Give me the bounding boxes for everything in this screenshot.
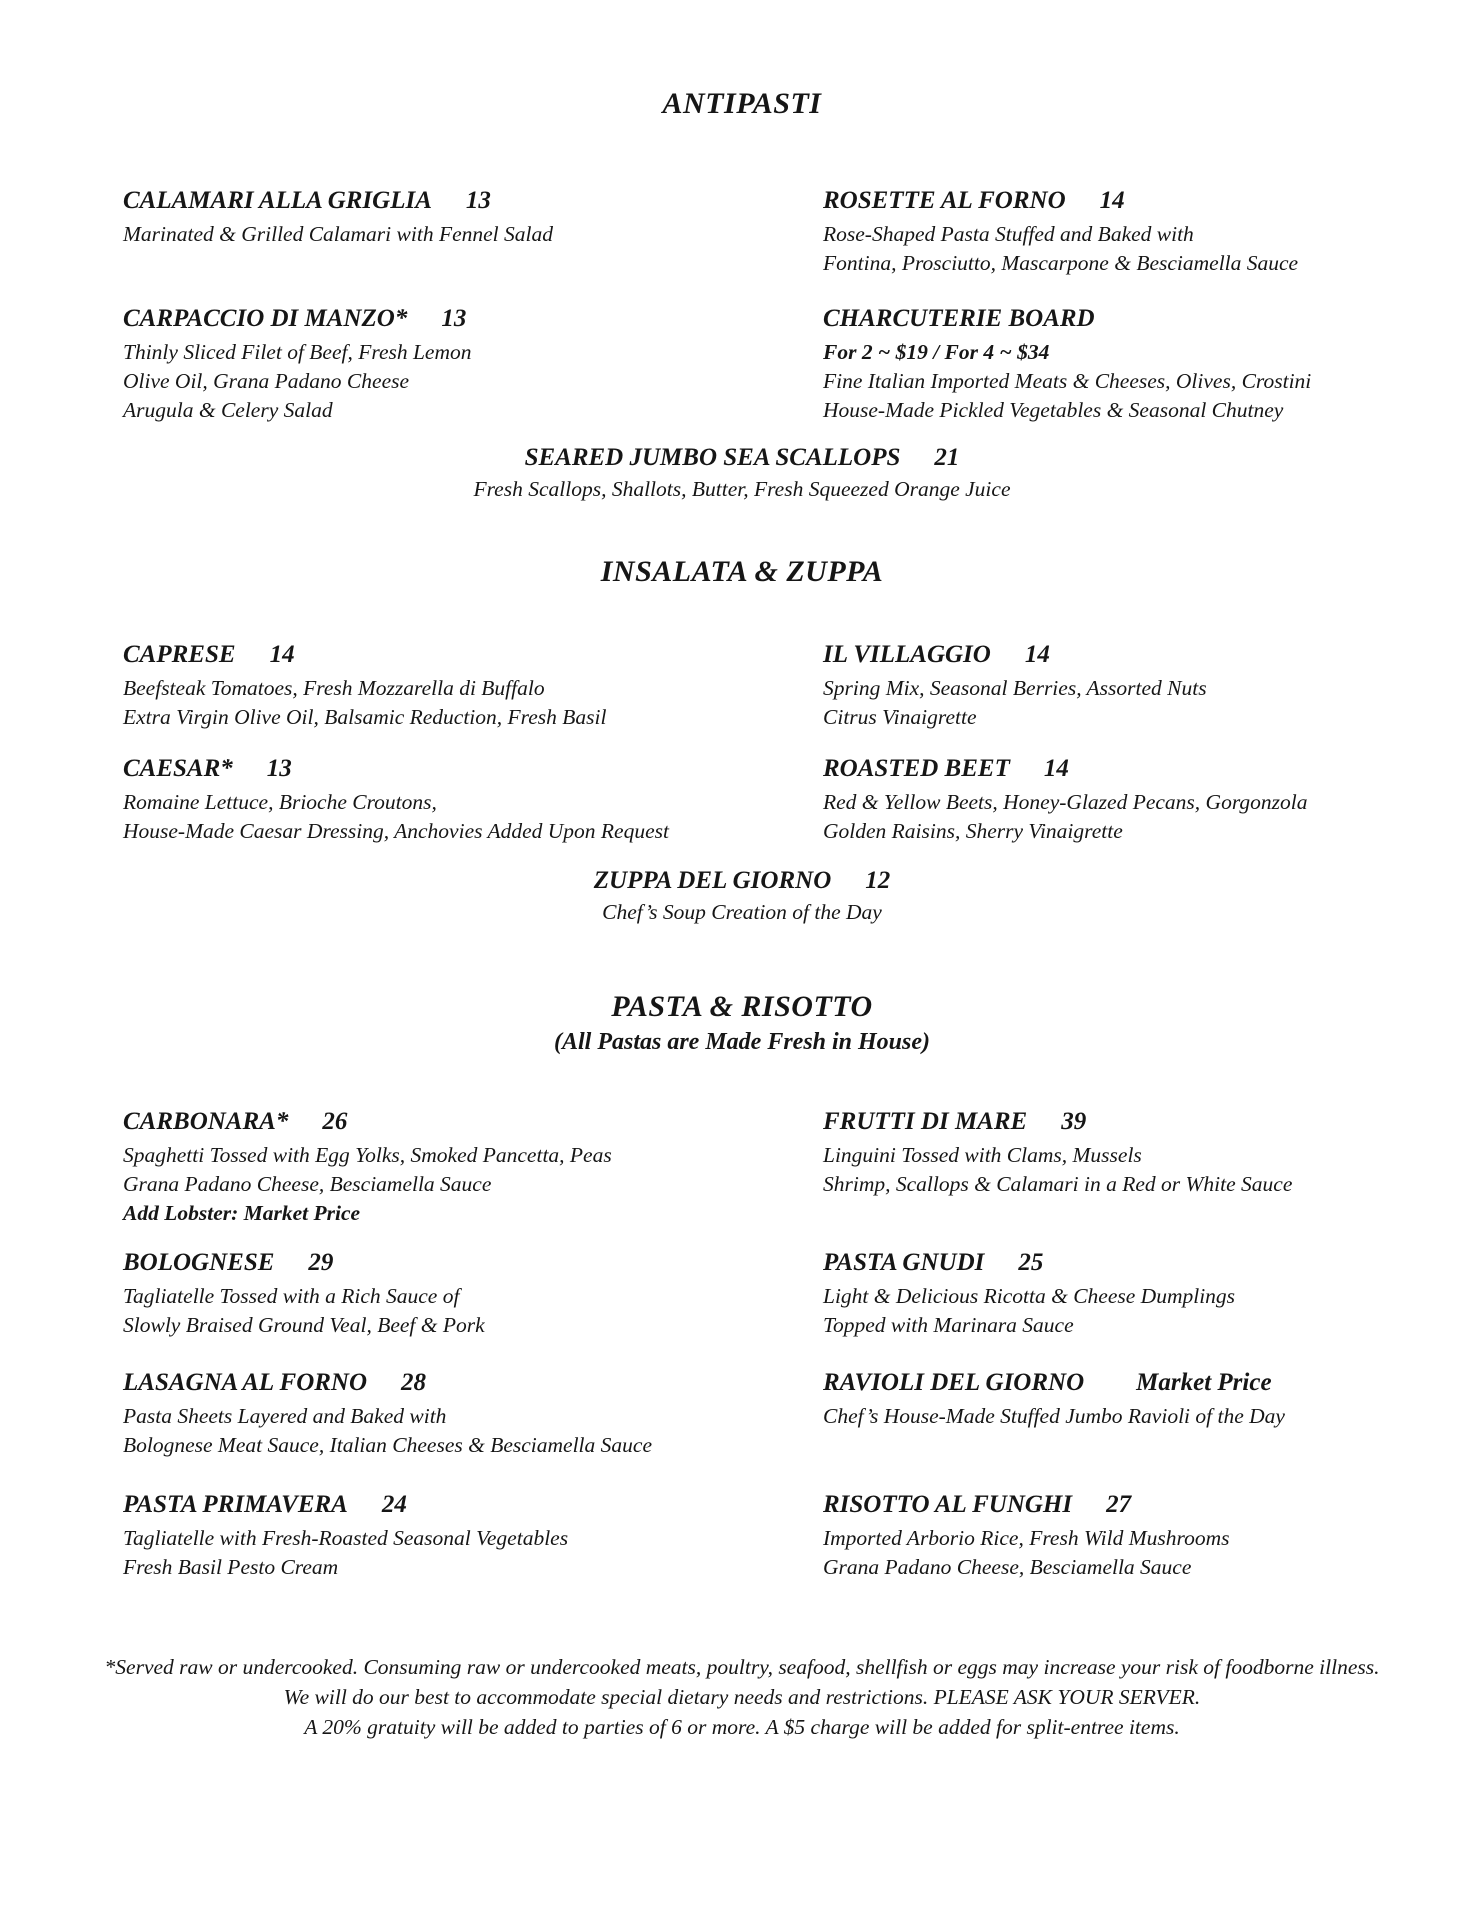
item-price: 24 <box>381 1491 407 1518</box>
item-name-line <box>823 186 1434 216</box>
item-name-line <box>123 304 823 334</box>
item-description: Shrimp, Scallops & Calamari in a Red or White Sauce <box>823 1172 1293 1196</box>
item-name: SEARED JUMBO SEA SCALLOPS <box>524 444 901 471</box>
menu-item-il-villaggio <box>823 640 1434 732</box>
menu-item-scallops <box>0 443 1484 504</box>
item-price: 39 <box>1061 1108 1087 1135</box>
disclaimer-line-gratuity: A 20% gratuity will be added to parties of 6 or more. A $5 charge will be added for split-entree items. <box>304 1715 1180 1739</box>
item-name: CHARCUTERIE BOARD <box>823 305 1095 332</box>
item-description: Fine Italian Imported Meats & Cheeses, Olives, Crostini <box>823 369 1312 393</box>
item-name-line <box>123 1368 823 1398</box>
item-description: Linguini Tossed with Clams, Mussels <box>823 1143 1142 1167</box>
item-description: Arugula & Celery Salad <box>123 398 333 422</box>
item-name: RAVIOLI DEL GIORNO <box>823 1369 1085 1396</box>
item-name-line <box>123 1490 823 1520</box>
item-name: CALAMARI ALLA GRIGLIA <box>123 187 432 214</box>
item-description: Fresh Scallops, Shallots, Butter, Fresh Squeezed Orange Juice <box>473 477 1011 501</box>
item-description: Extra Virgin Olive Oil, Balsamic Reduction, Fresh Basil <box>123 705 607 729</box>
item-name-line <box>823 640 1434 670</box>
item-price: 14 <box>1024 641 1050 668</box>
item-price: 26 <box>322 1108 348 1135</box>
insalata-row-2 <box>0 754 1484 846</box>
item-description: Golden Raisins, Sherry Vinaigrette <box>823 819 1123 843</box>
item-name-line <box>123 186 823 216</box>
item-name: CARPACCIO DI MANZO* <box>123 305 408 332</box>
item-description: Spring Mix, Seasonal Berries, Assorted Nuts <box>823 676 1207 700</box>
item-description: Beefsteak Tomatoes, Fresh Mozzarella di Buffalo <box>123 676 545 700</box>
item-price: 12 <box>865 867 891 894</box>
item-addon-note: Add Lobster: Market Price <box>123 1201 361 1225</box>
section-title-antipasti: ANTIPASTI <box>662 87 822 120</box>
section-title-pasta-risotto: PASTA & RISOTTO <box>611 990 873 1023</box>
item-name-line <box>823 1368 1434 1398</box>
disclaimer-line-raw-warning: *Served raw or undercooked. Consuming raw or undercooked meats, poultry, seafood, shellfish or eggs may increase your risk of foodborne illness. <box>104 1655 1380 1679</box>
item-price: 14 <box>1043 755 1069 782</box>
item-price: 14 <box>269 641 295 668</box>
item-description: Tagliatelle Tossed with a Rich Sauce of <box>123 1284 460 1308</box>
item-name-line <box>823 1107 1434 1137</box>
item-description: Marinated & Grilled Calamari with Fennel Salad <box>123 222 553 246</box>
item-price-options: For 2 ~ $19 / For 4 ~ $34 <box>823 340 1050 364</box>
item-name-line <box>823 754 1434 784</box>
item-name: CAPRESE <box>123 641 236 668</box>
pasta-row-3 <box>0 1368 1484 1460</box>
pasta-row-1 <box>0 1107 1484 1228</box>
menu-item-charcuterie <box>823 304 1434 425</box>
item-price: 25 <box>1018 1249 1044 1276</box>
item-description: Light & Delicious Ricotta & Cheese Dumplings <box>823 1284 1236 1308</box>
item-name-line <box>123 754 823 784</box>
menu-item-caesar <box>123 754 823 846</box>
item-name: CAESAR* <box>123 755 233 782</box>
item-name-line <box>60 443 1424 473</box>
item-name: ROASTED BEET <box>823 755 1010 782</box>
menu-item-caprese <box>123 640 823 732</box>
item-description: Fontina, Prosciutto, Mascarpone & Besciamella Sauce <box>823 251 1299 275</box>
item-price: 27 <box>1106 1491 1132 1518</box>
item-name-line <box>123 1107 823 1137</box>
item-description: Bolognese Meat Sauce, Italian Cheeses & Besciamella Sauce <box>123 1433 652 1457</box>
antipasti-row-2 <box>0 304 1484 425</box>
menu-item-carpaccio <box>123 304 823 425</box>
item-price: 21 <box>934 444 960 471</box>
section-title-insalata-zuppa: INSALATA & ZUPPA <box>600 555 884 588</box>
item-description: Olive Oil, Grana Padano Cheese <box>123 369 410 393</box>
menu-item-lasagna <box>123 1368 823 1460</box>
item-name-line <box>823 1490 1434 1520</box>
item-description: Grana Padano Cheese, Besciamella Sauce <box>123 1172 492 1196</box>
menu-item-ravioli <box>823 1368 1434 1460</box>
item-description: Spaghetti Tossed with Egg Yolks, Smoked Pancetta, Peas <box>123 1143 612 1167</box>
item-name: LASAGNA AL FORNO <box>123 1369 368 1396</box>
item-description: Fresh Basil Pesto Cream <box>123 1555 339 1579</box>
item-description: Citrus Vinaigrette <box>823 705 977 729</box>
item-description: Imported Arborio Rice, Fresh Wild Mushrooms <box>823 1526 1230 1550</box>
item-name: ZUPPA DEL GIORNO <box>593 867 832 894</box>
item-price: 14 <box>1099 187 1125 214</box>
item-name-line <box>823 304 1434 334</box>
item-description: Thinly Sliced Filet of Beef, Fresh Lemon <box>123 340 472 364</box>
menu-item-risotto <box>823 1490 1434 1582</box>
menu-item-carbonara <box>123 1107 823 1228</box>
item-name: FRUTTI DI MARE <box>823 1108 1028 1135</box>
item-name: RISOTTO AL FUNGHI <box>823 1491 1073 1518</box>
item-price: Market Price <box>1136 1369 1272 1396</box>
item-name: CARBONARA* <box>123 1108 289 1135</box>
menu-item-pasta-primavera <box>123 1490 823 1582</box>
item-description: Tagliatelle with Fresh-Roasted Seasonal Vegetables <box>123 1526 569 1550</box>
disclaimer-line-dietary: We will do our best to accommodate special dietary needs and restrictions. PLEASE ASK YOUR SERVER. <box>283 1685 1201 1709</box>
footer-disclaimer <box>0 1652 1484 1742</box>
item-name-line <box>60 866 1424 896</box>
item-description: Slowly Braised Ground Veal, Beef & Pork <box>123 1313 485 1337</box>
menu-item-bolognese <box>123 1248 823 1340</box>
item-name: BOLOGNESE <box>123 1249 275 1276</box>
menu-item-rosette <box>823 186 1434 278</box>
menu-item-frutti-di-mare <box>823 1107 1434 1228</box>
menu-item-calamari <box>123 186 823 278</box>
item-price: 13 <box>266 755 292 782</box>
item-description: Chef’s Soup Creation of the Day <box>602 900 882 924</box>
section-subtitle-pasta: (All Pastas are Made Fresh in House) <box>553 1029 931 1055</box>
antipasti-row-1 <box>0 186 1484 278</box>
item-description: House-Made Caesar Dressing, Anchovies Added Upon Request <box>123 819 669 843</box>
item-description: Chef’s House-Made Stuffed Jumbo Ravioli of the Day <box>823 1404 1285 1428</box>
item-name: PASTA PRIMAVERA <box>123 1491 348 1518</box>
menu-item-pasta-gnudi <box>823 1248 1434 1340</box>
item-price: 13 <box>441 305 467 332</box>
item-name-line <box>123 1248 823 1278</box>
item-name: ROSETTE AL FORNO <box>823 187 1066 214</box>
item-price: 29 <box>308 1249 334 1276</box>
item-description: Grana Padano Cheese, Besciamella Sauce <box>823 1555 1192 1579</box>
item-description: Rose-Shaped Pasta Stuffed and Baked with <box>823 222 1194 246</box>
pasta-row-2 <box>0 1248 1484 1340</box>
item-description: Romaine Lettuce, Brioche Croutons, <box>123 790 437 814</box>
item-name: IL VILLAGGIO <box>823 641 991 668</box>
menu-item-zuppa-del-giorno <box>0 866 1484 927</box>
item-price: 28 <box>401 1369 427 1396</box>
item-description: Pasta Sheets Layered and Baked with <box>123 1404 447 1428</box>
item-description: House-Made Pickled Vegetables & Seasonal Chutney <box>823 398 1284 422</box>
insalata-row-1 <box>0 640 1484 732</box>
item-name-line <box>823 1248 1434 1278</box>
pasta-row-4 <box>0 1490 1484 1582</box>
item-name: PASTA GNUDI <box>823 1249 985 1276</box>
item-description: Red & Yellow Beets, Honey-Glazed Pecans, Gorgonzola <box>823 790 1308 814</box>
item-description: Topped with Marinara Sauce <box>823 1313 1074 1337</box>
item-price: 13 <box>465 187 491 214</box>
menu-item-roasted-beet <box>823 754 1434 846</box>
item-name-line <box>123 640 823 670</box>
